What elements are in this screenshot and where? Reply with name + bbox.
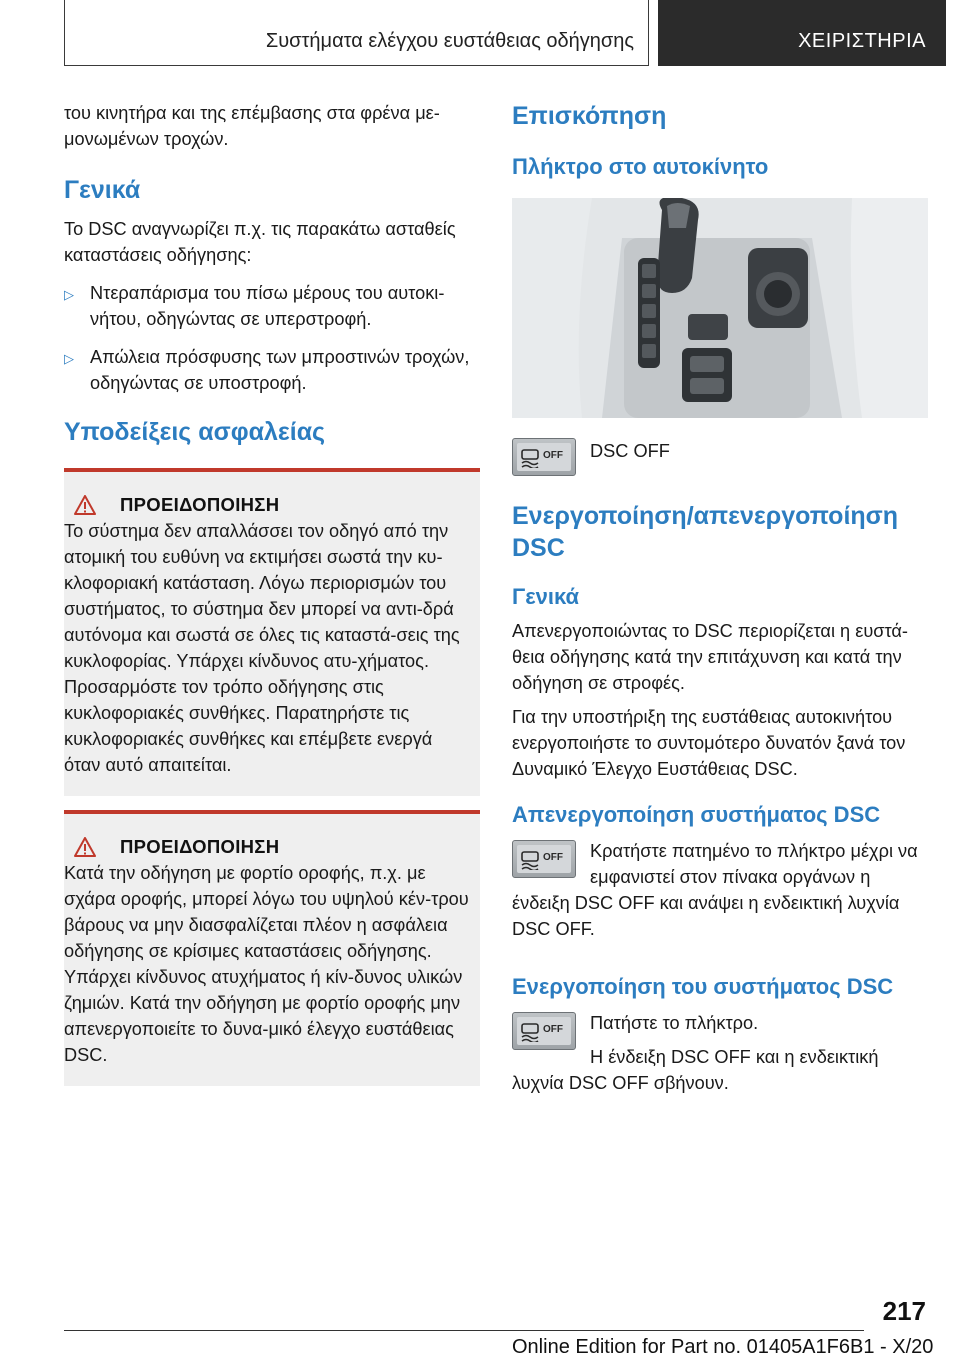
dsc-off-button-icon: OFF [512, 840, 576, 878]
warning-title: ΠΡΟΕΙΔΟΠΟΙΗΣΗ [120, 836, 280, 857]
button-legend [512, 436, 928, 480]
center-console-photo [512, 198, 928, 418]
triangle-bullet-icon: ▷ [64, 351, 74, 366]
overview-heading: Επισκόπηση [512, 102, 667, 130]
deactivate-block [512, 838, 928, 950]
toggle-dsc-heading: Ενεργοποίηση/απενεργοποίηση DSC [512, 502, 899, 562]
activate-block [512, 1010, 928, 1104]
dsc-off-label: DSC OFF [590, 441, 670, 461]
header-chapter-box [658, 0, 946, 66]
safety-heading: Υποδείξεις ασφαλείας [64, 418, 326, 446]
warning-triangle-icon [74, 495, 96, 515]
footer-edition: Online Edition for Part no. 01405A1F6B1 - X/20 [512, 1336, 934, 1358]
right-general-paragraph-1: Απενεργοποιώντας το DSC περιορίζεται η ευστά-θεια οδήγησης κατά την επιτάχυνση και κατά την οδήγηση σε στροφές. [512, 621, 908, 693]
deactivate-paragraph: Κρατήστε πατημένο το πλήκτρο μέχρι να εμφανιστεί στον πίνακα οργάνων η ένδειξη DSC OFF και ανάψει η ενδεικτική λυχνία DSC OFF. [512, 841, 918, 939]
list-item: ▷ Απώλεια πρόσφυσης των μπροστινών τροχών, οδηγώντας σε υποστροφή. [64, 347, 470, 393]
right-general-paragraph-2: Για την υποστήριξη της ευστάθειας αυτοκινήτου ενεργοποιήστε το συντομότερο δυνατόν ξανά τον Δυναμικό Έλεγχο Ευστάθειας DSC. [512, 707, 906, 779]
header-section-box [64, 0, 649, 66]
general-heading: Γενικά [64, 176, 141, 204]
activate-paragraph-2: Η ένδειξη DSC OFF και η ενδεικτική λυχνία DSC OFF σβήνουν. [512, 1047, 879, 1093]
page-number: 217 [882, 1296, 926, 1326]
console-illustration [512, 198, 928, 418]
intro-paragraph: του κινητήρα και της επέμβασης στα φρένα με-μονωμένων τροχών. [64, 103, 440, 149]
triangle-bullet-icon: ▷ [64, 287, 74, 302]
dsc-off-button-icon: OFF [512, 438, 576, 476]
footer-divider [64, 1330, 864, 1331]
dsc-off-button-icon: OFF [512, 1012, 576, 1050]
bullet-list [64, 280, 480, 396]
deactivate-heading: Απενεργοποίηση συστήματος DSC [512, 802, 881, 827]
warning-title: ΠΡΟΕΙΔΟΠΟΙΗΣΗ [120, 494, 280, 515]
header-chapter-title: ΧΕΙΡΙΣΤΗΡΙΑ [798, 30, 926, 52]
right-general-heading: Γενικά [512, 584, 580, 609]
warning-box [64, 468, 480, 796]
left-column [64, 100, 480, 1086]
right-column [512, 100, 928, 1104]
general-paragraph: Το DSC αναγνωρίζει π.χ. τις παρακάτω ασταθείς καταστάσεις οδήγησης: [64, 219, 456, 265]
warning-text: Το σύστημα δεν απαλλάσσει τον οδηγό από την ατομική του ευθύνη να εκτιμήσει σωστά την κυ-κλοφοριακή κατάσταση. Λόγω περιορισμών του συστήματος, το σύστημα δεν μπορεί να αντι-δρά αυτόνομα και σωστά σε όλες τις καταστά-σεις της κυκλοφορίας. Υπάρχει κίνδυνος ατυ-χήματος. Προσαρμόστε τον τρόπο οδήγησης στις κυκλοφοριακές συνθήκες. Παρατηρήστε τις κυκλοφοριακές συνθήκες και επέμβετε ενεργά όταν αυτό απαιτείται. [64, 521, 460, 775]
activate-heading: Ενεργοποίηση του συστήματος DSC [512, 974, 894, 999]
header-section-title: Συστήματα ελέγχου ευστάθειας οδήγησης [265, 30, 634, 52]
warning-text: Κατά την οδήγηση με φορτίο οροφής, π.χ. με σχάρα οροφής, μπορεί λόγω του υψηλού κέν-τρου βάρους να μην διασφαλίζεται πλέον η ασφάλεια οδήγησης σε κρίσιμες καταστάσεις οδήγησης. Υπάρχει κίνδυνος ατυχήματος ή κίν-δυνος υλικών ζημιών. Κατά την οδήγηση με φορτίο οροφής μην απενεργοποιείτε το δυνα-μικό έλεγχο ευστάθειας DSC. [64, 863, 469, 1065]
warning-box [64, 810, 480, 1086]
warning-triangle-icon [74, 837, 96, 857]
activate-paragraph-1: Πατήστε το πλήκτρο. [590, 1013, 759, 1033]
list-item: ▷ Ντεραπάρισμα του πίσω μέρους του αυτοκι-νήτου, οδηγώντας σε υπερστροφή. [64, 283, 445, 329]
button-location-heading: Πλήκτρο στο αυτοκίνητο [512, 154, 769, 179]
